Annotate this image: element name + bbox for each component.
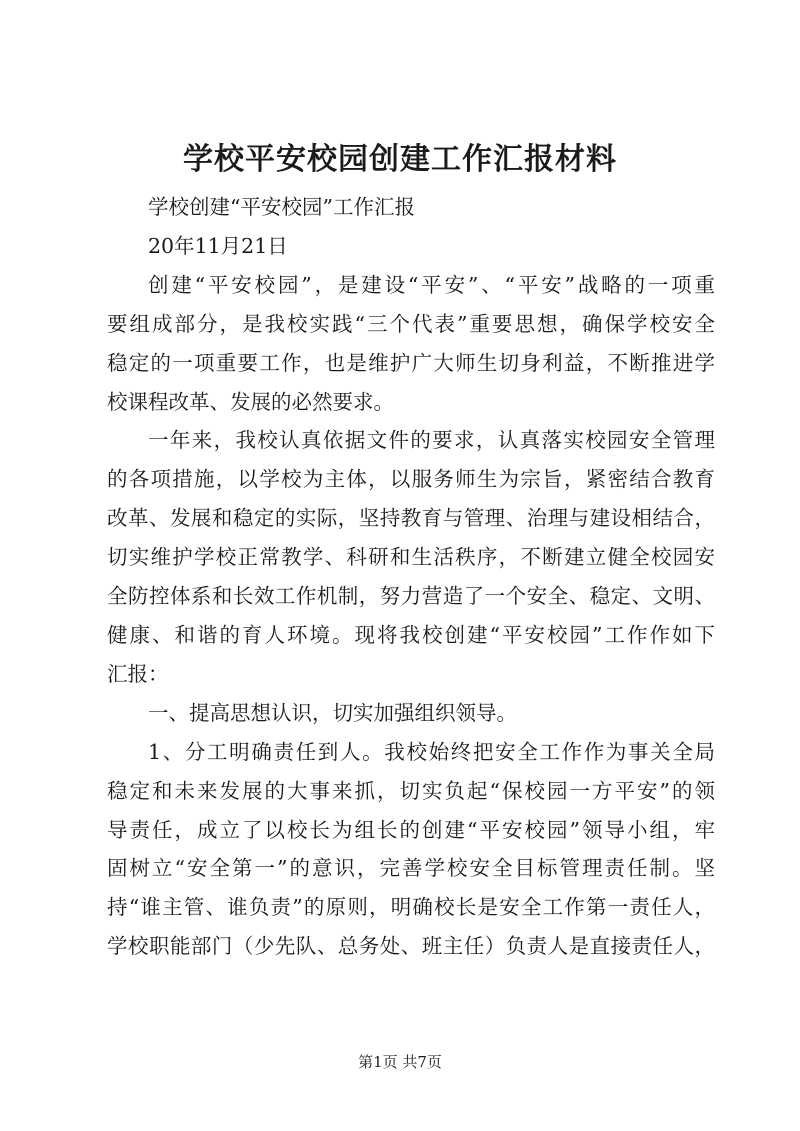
- paragraph-line: 持“谁主管、谁负责”的原则，明确校长是安全工作第一责任人，: [107, 895, 715, 920]
- paragraph-line: 学校职能部门（少先队、总务处、班主任）负责人是直接责任人，: [107, 934, 715, 959]
- paragraph: [107, 421, 715, 693]
- paragraph-line: 导责任，成立了以校长为组长的创建“平安校园”领导小组，牢: [107, 817, 715, 842]
- paragraph-line: 稳定的一项重要工作，也是维护广大师生切身利益，不断推进学: [107, 350, 715, 375]
- paragraph-line: 创建“平安校园”，是建设“平安”、“平安”战略的一项重: [148, 272, 715, 297]
- paragraph: [107, 733, 715, 966]
- paragraph-line: 稳定和未来发展的大事来抓，切实负起“保校园一方平安”的领: [107, 778, 715, 803]
- paragraph-line: 校课程改革、发展的必然要求。: [107, 389, 394, 414]
- paragraph-line: 健康、和谐的育人环境。现将我校创建“平安校园”工作作如下: [107, 622, 715, 647]
- paragraph-line: 全防控体系和长效工作机制，努力营造了一个安全、稳定、文明、: [107, 584, 715, 609]
- paragraph-line: 一年来，我校认真依据文件的要求，认真落实校园安全管理: [148, 428, 715, 453]
- paragraph-line: 固树立“安全第一”的意识，完善学校安全目标管理责任制。坚: [107, 856, 715, 881]
- page-indicator: 第1页 共7页: [358, 1053, 442, 1071]
- section-heading: [107, 694, 715, 733]
- paragraph-line: 汇报：: [107, 661, 169, 686]
- document-subtitle: 学校创建“平安校园”工作汇报: [148, 195, 415, 219]
- paragraph-line: 的各项措施，以学校为主体，以服务师生为宗旨，紧密结合教育: [107, 467, 715, 492]
- document-date: 20年11月21日: [148, 233, 288, 258]
- document-body: [107, 188, 715, 966]
- paragraph-line: 改革、发展和稳定的实际，坚持教育与管理、治理与建设相结合，: [107, 506, 715, 531]
- document-title: 学校平安校园创建工作汇报材料: [183, 142, 617, 177]
- paragraph: [107, 266, 715, 422]
- paragraph-line: 1、分工明确责任到人。我校始终把安全工作作为事关全局: [148, 739, 715, 764]
- page-footer: [0, 1052, 800, 1072]
- paragraph-line: 一、提高思想认识，切实加强组织领导。: [148, 700, 517, 725]
- paragraph-line: 要组成部分，是我校实践“三个代表”重要思想，确保学校安全: [107, 311, 715, 336]
- paragraph-line: 切实维护学校正常教学、科研和生活秩序，不断建立健全校园安: [107, 545, 715, 570]
